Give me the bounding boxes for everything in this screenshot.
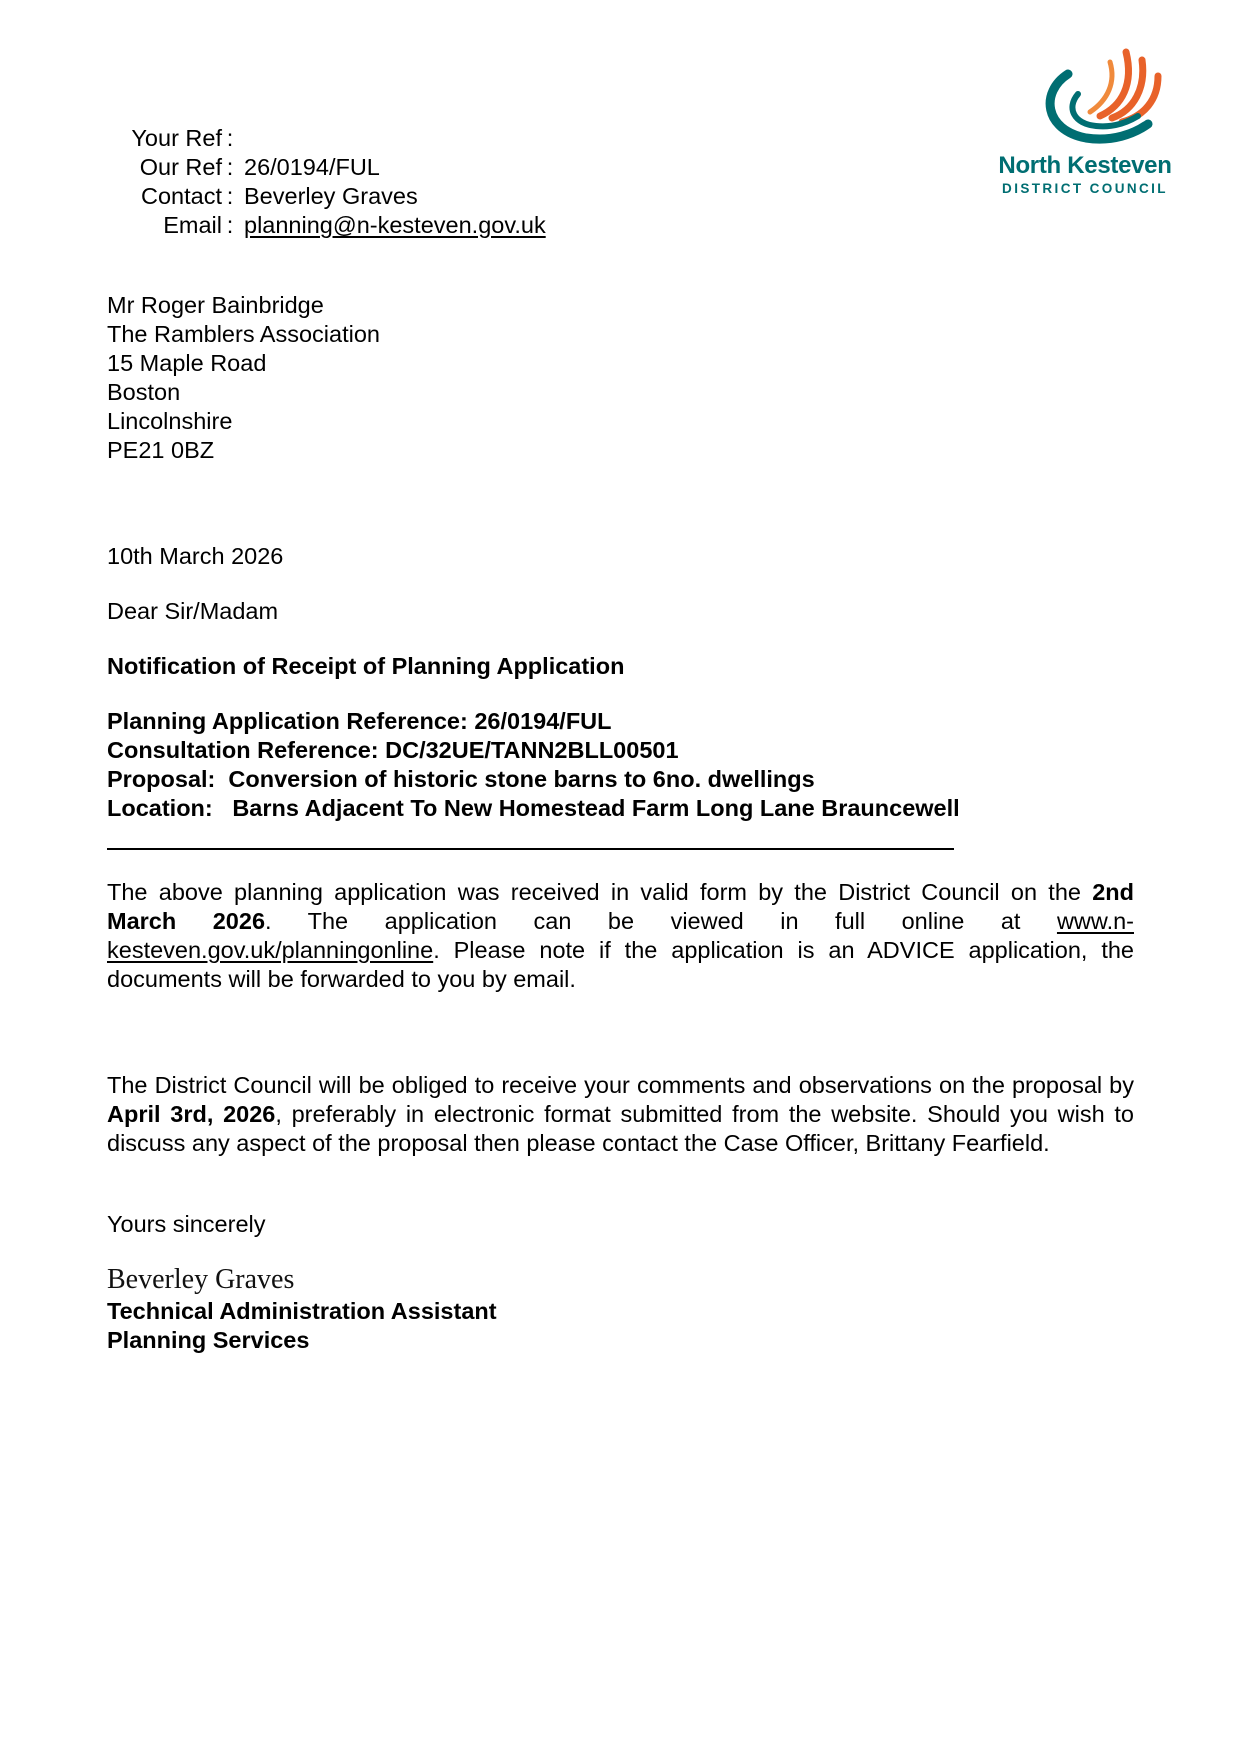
our-ref-row bbox=[112, 153, 546, 182]
recipient-address bbox=[107, 291, 380, 465]
council-logo bbox=[990, 40, 1190, 200]
receipt-text-2: . The application can be viewed in full online at bbox=[265, 908, 1057, 934]
recipient-town: Boston bbox=[107, 379, 181, 405]
receipt-text-3: . Please note if the application is an ADVICE application, the documents will be forwarded to you by email. bbox=[107, 937, 1134, 992]
salutation: Dear Sir/Madam bbox=[107, 598, 279, 624]
our-ref-value: 26/0194/FUL bbox=[244, 154, 380, 180]
divider-line bbox=[107, 848, 954, 850]
proposal-line: Proposal: Conversion of historic stone barns to 6no. dwellings bbox=[107, 766, 815, 792]
planning-online-link[interactable]: www.n-kesteven.gov.uk/planningonline bbox=[107, 908, 1134, 963]
recipient-name: Mr Roger Bainbridge bbox=[107, 292, 324, 318]
recipient-postcode: PE21 0BZ bbox=[107, 437, 215, 463]
recipient-organisation: The Ramblers Association bbox=[107, 321, 380, 347]
comments-text-2: , preferably in electronic format submitted from the website. Should you wish to discuss any aspect of the proposal then please contact the Case Officer, Brittany Fearfield. bbox=[107, 1101, 1134, 1156]
letter-heading: Notification of Receipt of Planning Application bbox=[107, 653, 625, 679]
your-ref-separator: : bbox=[226, 125, 234, 151]
recipient-county: Lincolnshire bbox=[107, 408, 233, 434]
application-details bbox=[107, 707, 960, 823]
location-line: Location: Barns Adjacent To New Homestead Farm Long Lane Brauncewell bbox=[107, 795, 960, 821]
signature-name: Beverley Graves bbox=[107, 1264, 295, 1295]
signature-department: Planning Services bbox=[107, 1327, 310, 1353]
your-ref-row bbox=[112, 124, 546, 153]
received-date: 2nd March 2026 bbox=[107, 879, 1134, 934]
comments-paragraph bbox=[107, 1071, 1134, 1158]
council-swoosh-icon bbox=[1030, 44, 1170, 154]
our-ref-separator: : bbox=[226, 154, 234, 180]
reference-block bbox=[112, 124, 546, 240]
logo-subtitle: DISTRICT COUNCIL bbox=[1002, 181, 1168, 196]
contact-row bbox=[112, 182, 546, 211]
email-row bbox=[112, 211, 546, 240]
receipt-text-1: The above planning application was received in valid form by the District Council on the bbox=[107, 879, 1093, 905]
our-ref-label: Our Ref bbox=[139, 154, 222, 180]
closing: Yours sincerely bbox=[107, 1211, 266, 1237]
contact-value: Beverley Graves bbox=[244, 183, 418, 209]
recipient-street: 15 Maple Road bbox=[107, 350, 267, 376]
receipt-paragraph bbox=[107, 878, 1134, 994]
application-reference: Planning Application Reference: 26/0194/FUL bbox=[107, 708, 612, 734]
your-ref-label: Your Ref bbox=[131, 125, 222, 151]
email-label: Email bbox=[163, 212, 222, 238]
logo-name: North Kesteven bbox=[998, 152, 1172, 179]
your-ref-value bbox=[238, 124, 244, 153]
signature-block bbox=[107, 1297, 497, 1355]
consultation-reference: Consultation Reference: DC/32UE/TANN2BLL00501 bbox=[107, 737, 679, 763]
email-link[interactable]: planning@n-kesteven.gov.uk bbox=[244, 212, 546, 238]
email-separator: : bbox=[226, 212, 234, 238]
comments-deadline: April 3rd, 2026 bbox=[107, 1101, 276, 1127]
contact-label: Contact bbox=[141, 183, 222, 209]
letter-date: 10th March 2026 bbox=[107, 543, 284, 569]
comments-text-1: The District Council will be obliged to receive your comments and observations on the proposal by bbox=[107, 1072, 1134, 1098]
signature-title: Technical Administration Assistant bbox=[107, 1298, 497, 1324]
contact-separator: : bbox=[226, 183, 234, 209]
